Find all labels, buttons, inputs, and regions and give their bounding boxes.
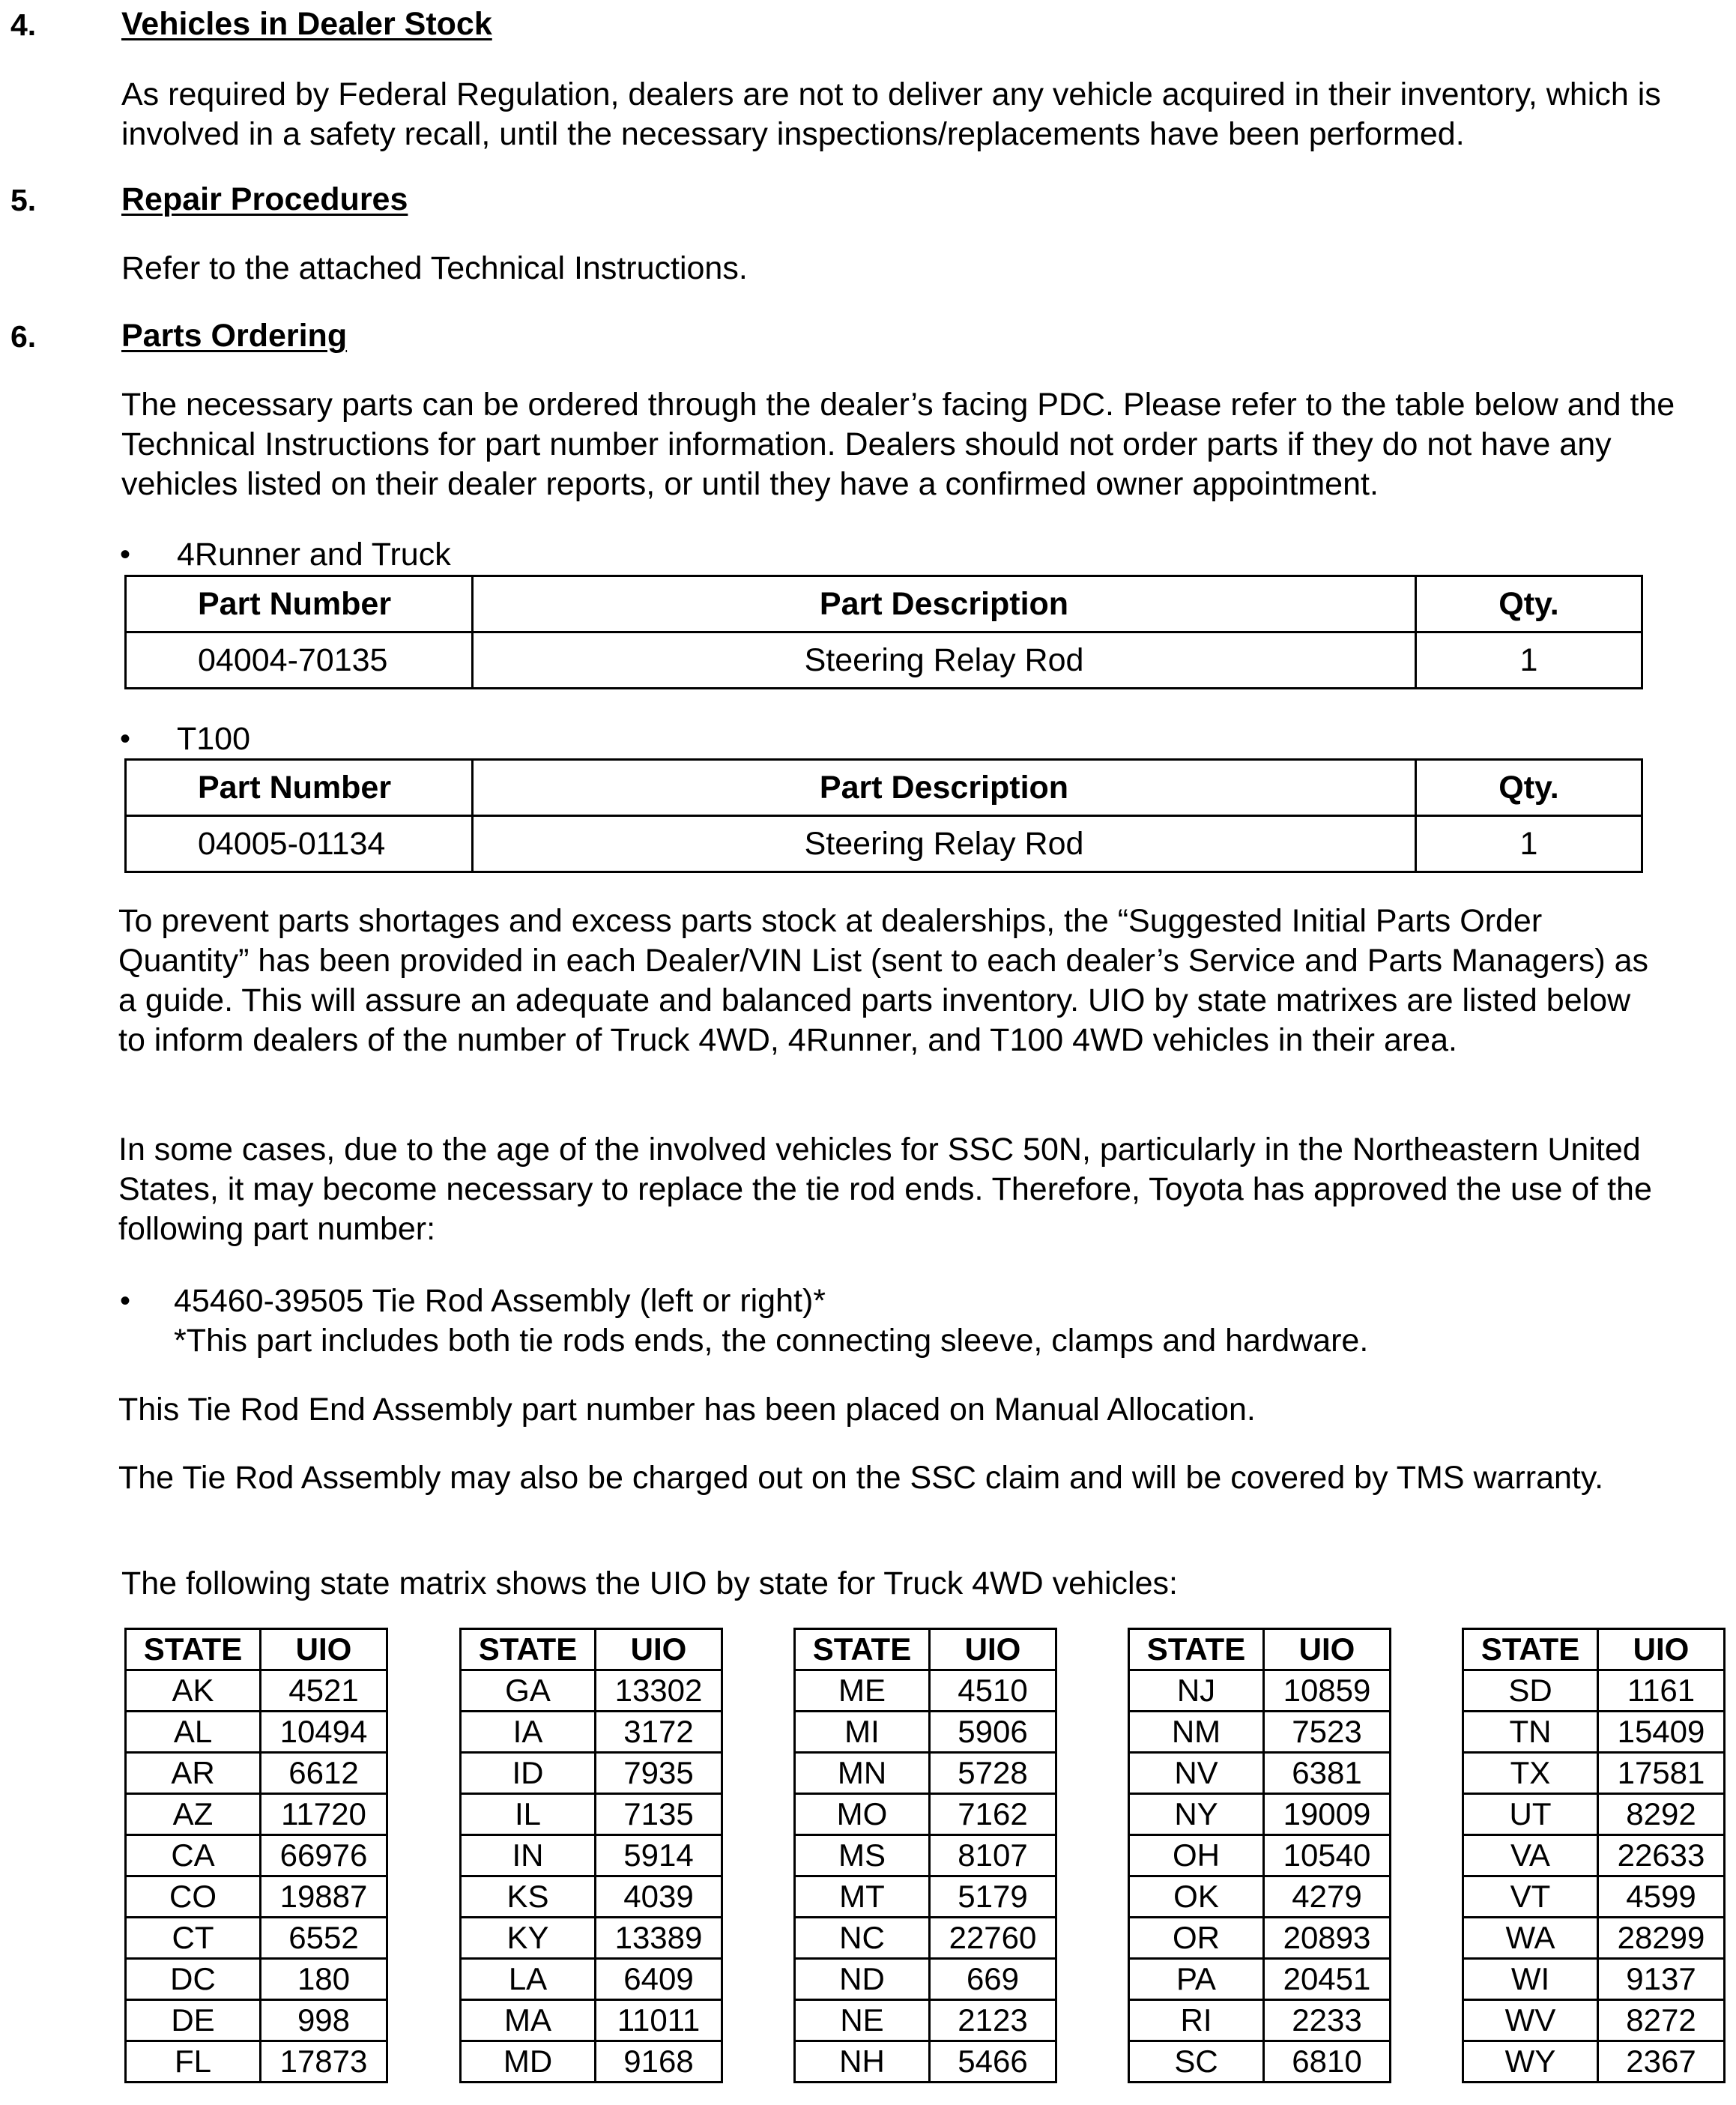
table-row xyxy=(795,1876,1056,1918)
cell-uio: 13389 xyxy=(596,1918,722,1959)
uio-table-1 xyxy=(124,1628,388,2083)
cell-uio: 4510 xyxy=(930,1670,1056,1712)
uio-header-row xyxy=(1129,1629,1391,1670)
cell-state: MT xyxy=(795,1876,930,1918)
cell-state: AZ xyxy=(126,1794,261,1835)
table-row xyxy=(795,1835,1056,1876)
cell-uio: 8107 xyxy=(930,1835,1056,1876)
cell-state: MD xyxy=(461,2041,596,2083)
section-4-paragraph: As required by Federal Regulation, dealers are not to deliver any vehicle acquired in their inventory, which is involved in a safety recall, until the necessary inspections/replacements have been performed. xyxy=(121,76,1661,152)
cell-state: TN xyxy=(1463,1712,1598,1753)
table-row xyxy=(126,1959,387,2000)
header-part-description: Part Description xyxy=(473,760,1416,816)
table-row xyxy=(795,2041,1056,2083)
table-row xyxy=(126,2041,387,2083)
manual-allocation-paragraph: This Tie Rod End Assembly part number has been placed on Manual Allocation. xyxy=(118,1392,1256,1428)
cell-uio: 17581 xyxy=(1598,1753,1725,1794)
section-5-number: 5. xyxy=(10,183,37,217)
cell-uio: 998 xyxy=(261,2000,387,2041)
cell-uio: 4599 xyxy=(1598,1876,1725,1918)
header-state: STATE xyxy=(1129,1629,1264,1670)
warranty-paragraph: The Tie Rod Assembly may also be charged out on the SSC claim and will be covered by TMS warranty. xyxy=(118,1460,1604,1496)
cell-state: WI xyxy=(1463,1959,1598,2000)
header-part-number: Part Number xyxy=(126,760,473,816)
cell-state: OK xyxy=(1129,1876,1264,1918)
table-row xyxy=(1129,1753,1391,1794)
cell-uio: 1161 xyxy=(1598,1670,1725,1712)
bullet-dot: • xyxy=(120,1284,131,1317)
section-4-number: 4. xyxy=(10,7,37,42)
cell-uio: 669 xyxy=(930,1959,1056,2000)
cell-state: MO xyxy=(795,1794,930,1835)
cell-part-description: Steering Relay Rod xyxy=(473,816,1416,872)
header-state: STATE xyxy=(1463,1629,1598,1670)
table-row xyxy=(795,1753,1056,1794)
header-state: STATE xyxy=(795,1629,930,1670)
table-row xyxy=(1129,2041,1391,2083)
cell-part-number: 04005-01134 xyxy=(126,816,473,872)
table-row xyxy=(126,816,1642,872)
header-uio: UIO xyxy=(930,1629,1056,1670)
cell-state: AR xyxy=(126,1753,261,1794)
parts-table-2-label: T100 xyxy=(177,721,251,757)
section-6-title: Parts Ordering xyxy=(121,318,348,354)
cell-uio: 15409 xyxy=(1598,1712,1725,1753)
cell-state: CA xyxy=(126,1835,261,1876)
cell-state: ID xyxy=(461,1753,596,1794)
cell-state: PA xyxy=(1129,1959,1264,2000)
table-row xyxy=(461,2041,722,2083)
uio-table-5 xyxy=(1462,1628,1726,2083)
cell-uio: 4039 xyxy=(596,1876,722,1918)
cell-uio: 6810 xyxy=(1264,2041,1391,2083)
cell-state: NJ xyxy=(1129,1670,1264,1712)
tie-rod-bullet: 45460-39505 Tie Rod Assembly (left or right)* xyxy=(174,1283,826,1319)
cell-uio: 20451 xyxy=(1264,1959,1391,2000)
cell-uio: 7935 xyxy=(596,1753,722,1794)
cell-state: TX xyxy=(1463,1753,1598,1794)
cell-uio: 6409 xyxy=(596,1959,722,2000)
cell-uio: 2367 xyxy=(1598,2041,1725,2083)
cell-uio: 7135 xyxy=(596,1794,722,1835)
shortages-paragraph: To prevent parts shortages and excess parts stock at dealerships, the “Suggested Initial Parts Order Quantity” has been provided in each Dealer/VIN List (sent to each dealer’s Service and Parts Managers) as a guide. This will assure an adequate and balanced parts inventory. UIO by state matrixes are listed below to inform dealers of the number of Truck 4WD, 4Runner, and T100 4WD vehicles in their area. xyxy=(118,903,1648,1058)
table-row xyxy=(1463,2041,1725,2083)
cell-uio: 17873 xyxy=(261,2041,387,2083)
cell-state: KY xyxy=(461,1918,596,1959)
cell-uio: 5179 xyxy=(930,1876,1056,1918)
cell-uio: 4521 xyxy=(261,1670,387,1712)
table-row xyxy=(126,632,1642,689)
table-row xyxy=(1129,1670,1391,1712)
cell-state: RI xyxy=(1129,2000,1264,2041)
cell-state: LA xyxy=(461,1959,596,2000)
section-5-paragraph: Refer to the attached Technical Instructions. xyxy=(121,250,748,286)
header-uio: UIO xyxy=(1598,1629,1725,1670)
cell-state: MA xyxy=(461,2000,596,2041)
cell-uio: 28299 xyxy=(1598,1918,1725,1959)
cell-state: DE xyxy=(126,2000,261,2041)
cell-part-number: 04004-70135 xyxy=(126,632,473,689)
cell-uio: 3172 xyxy=(596,1712,722,1753)
uio-table-2 xyxy=(459,1628,723,2083)
cell-uio: 180 xyxy=(261,1959,387,2000)
cell-uio: 5728 xyxy=(930,1753,1056,1794)
header-state: STATE xyxy=(461,1629,596,1670)
cell-uio: 5466 xyxy=(930,2041,1056,2083)
tie-rod-note: *This part includes both tie rods ends, the connecting sleeve, clamps and hardware. xyxy=(174,1323,1369,1359)
table-row xyxy=(1129,1835,1391,1876)
cell-state: MS xyxy=(795,1835,930,1876)
cell-uio: 8272 xyxy=(1598,2000,1725,2041)
cell-uio: 13302 xyxy=(596,1670,722,1712)
cell-uio: 9137 xyxy=(1598,1959,1725,2000)
cell-state: IN xyxy=(461,1835,596,1876)
cell-uio: 7162 xyxy=(930,1794,1056,1835)
cell-state: NH xyxy=(795,2041,930,2083)
cell-state: VT xyxy=(1463,1876,1598,1918)
header-part-number: Part Number xyxy=(126,576,473,632)
table-row xyxy=(795,1794,1056,1835)
cell-uio: 9168 xyxy=(596,2041,722,2083)
cell-uio: 19887 xyxy=(261,1876,387,1918)
cell-uio: 10540 xyxy=(1264,1835,1391,1876)
cell-uio: 11011 xyxy=(596,2000,722,2041)
table-row xyxy=(795,1918,1056,1959)
uio-table-4 xyxy=(1128,1628,1391,2083)
cell-state: CO xyxy=(126,1876,261,1918)
cell-state: AK xyxy=(126,1670,261,1712)
table-row xyxy=(1129,1959,1391,2000)
table-row xyxy=(126,1712,387,1753)
table-row xyxy=(1463,1835,1725,1876)
uio-header-row xyxy=(126,1629,387,1670)
table-row xyxy=(126,1835,387,1876)
cell-uio: 6381 xyxy=(1264,1753,1391,1794)
section-6-paragraph: The necessary parts can be ordered through the dealer’s facing PDC. Please refer to the table below and the Technical Instructions for part number information. Dealers should not order parts if they do not have any vehicles listed on their dealer reports, or until they have a confirmed owner appointment. xyxy=(121,387,1675,502)
table-row xyxy=(1129,1876,1391,1918)
bullet-dot: • xyxy=(120,722,131,755)
cell-state: SD xyxy=(1463,1670,1598,1712)
cell-uio: 5906 xyxy=(930,1712,1056,1753)
cell-state: IA xyxy=(461,1712,596,1753)
table-header-row xyxy=(126,760,1642,816)
cell-state: NY xyxy=(1129,1794,1264,1835)
header-uio: UIO xyxy=(1264,1629,1391,1670)
cell-state: WA xyxy=(1463,1918,1598,1959)
table-row xyxy=(461,1876,722,1918)
parts-table-2 xyxy=(124,758,1643,873)
table-row xyxy=(1129,1918,1391,1959)
table-row xyxy=(126,1794,387,1835)
table-row xyxy=(1463,1670,1725,1712)
table-row xyxy=(1463,1794,1725,1835)
table-row xyxy=(461,1670,722,1712)
table-row xyxy=(1463,1959,1725,2000)
cell-qty: 1 xyxy=(1416,816,1642,872)
cell-uio: 8292 xyxy=(1598,1794,1725,1835)
header-uio: UIO xyxy=(596,1629,722,1670)
cell-uio: 20893 xyxy=(1264,1918,1391,1959)
cell-uio: 2123 xyxy=(930,2000,1056,2041)
cell-state: MI xyxy=(795,1712,930,1753)
cell-uio: 4279 xyxy=(1264,1876,1391,1918)
cell-uio: 5914 xyxy=(596,1835,722,1876)
cell-uio: 10859 xyxy=(1264,1670,1391,1712)
cell-state: CT xyxy=(126,1918,261,1959)
cell-state: WY xyxy=(1463,2041,1598,2083)
table-row xyxy=(461,1712,722,1753)
parts-table-1 xyxy=(124,575,1643,689)
cell-state: OH xyxy=(1129,1835,1264,1876)
table-row xyxy=(126,1918,387,1959)
cell-state: ND xyxy=(795,1959,930,2000)
table-row xyxy=(1463,1712,1725,1753)
uio-table-3 xyxy=(793,1628,1057,2083)
cell-state: SC xyxy=(1129,2041,1264,2083)
table-row xyxy=(461,1753,722,1794)
table-row xyxy=(461,1918,722,1959)
table-row xyxy=(461,1794,722,1835)
cell-uio: 22633 xyxy=(1598,1835,1725,1876)
cell-state: NV xyxy=(1129,1753,1264,1794)
table-row xyxy=(795,1959,1056,2000)
table-row xyxy=(126,1876,387,1918)
cell-uio: 11720 xyxy=(261,1794,387,1835)
cell-uio: 66976 xyxy=(261,1835,387,1876)
cell-state: NM xyxy=(1129,1712,1264,1753)
header-state: STATE xyxy=(126,1629,261,1670)
uio-header-row xyxy=(1463,1629,1725,1670)
table-header-row xyxy=(126,576,1642,632)
section-4-title: Vehicles in Dealer Stock xyxy=(121,6,492,42)
cell-state: MN xyxy=(795,1753,930,1794)
cell-state: KS xyxy=(461,1876,596,1918)
cell-state: NE xyxy=(795,2000,930,2041)
table-row xyxy=(1463,1918,1725,1959)
cell-uio: 10494 xyxy=(261,1712,387,1753)
cell-uio: 6612 xyxy=(261,1753,387,1794)
table-row xyxy=(795,1670,1056,1712)
table-row xyxy=(126,1753,387,1794)
uio-header-row xyxy=(461,1629,722,1670)
section-5-title: Repair Procedures xyxy=(121,181,408,217)
table-row xyxy=(1463,2000,1725,2041)
cases-paragraph: In some cases, due to the age of the involved vehicles for SSC 50N, particularly in the Northeastern United States, it may become necessary to replace the tie rod ends. Therefore, Toyota has approved the use of the following part number: xyxy=(118,1132,1652,1247)
cell-uio: 7523 xyxy=(1264,1712,1391,1753)
table-row xyxy=(461,2000,722,2041)
header-qty: Qty. xyxy=(1416,576,1642,632)
section-6-number: 6. xyxy=(10,319,37,354)
table-row xyxy=(461,1835,722,1876)
table-row xyxy=(1463,1753,1725,1794)
matrix-intro-paragraph: The following state matrix shows the UIO by state for Truck 4WD vehicles: xyxy=(121,1565,1178,1601)
bullet-dot: • xyxy=(120,538,131,571)
table-row xyxy=(1129,2000,1391,2041)
header-uio: UIO xyxy=(261,1629,387,1670)
cell-state: OR xyxy=(1129,1918,1264,1959)
table-row xyxy=(1129,1794,1391,1835)
cell-state: VA xyxy=(1463,1835,1598,1876)
table-row xyxy=(461,1959,722,2000)
table-row xyxy=(1129,1712,1391,1753)
cell-part-description: Steering Relay Rod xyxy=(473,632,1416,689)
cell-state: ME xyxy=(795,1670,930,1712)
table-row xyxy=(1463,1876,1725,1918)
cell-uio: 6552 xyxy=(261,1918,387,1959)
cell-state: IL xyxy=(461,1794,596,1835)
cell-uio: 2233 xyxy=(1264,2000,1391,2041)
table-row xyxy=(795,1712,1056,1753)
cell-state: NC xyxy=(795,1918,930,1959)
parts-table-1-label: 4Runner and Truck xyxy=(177,537,451,573)
table-row xyxy=(795,2000,1056,2041)
cell-state: GA xyxy=(461,1670,596,1712)
cell-uio: 19009 xyxy=(1264,1794,1391,1835)
cell-state: AL xyxy=(126,1712,261,1753)
header-part-description: Part Description xyxy=(473,576,1416,632)
header-qty: Qty. xyxy=(1416,760,1642,816)
table-row xyxy=(126,2000,387,2041)
cell-state: DC xyxy=(126,1959,261,2000)
cell-uio: 22760 xyxy=(930,1918,1056,1959)
cell-state: FL xyxy=(126,2041,261,2083)
uio-header-row xyxy=(795,1629,1056,1670)
table-row xyxy=(126,1670,387,1712)
cell-state: WV xyxy=(1463,2000,1598,2041)
cell-state: UT xyxy=(1463,1794,1598,1835)
cell-qty: 1 xyxy=(1416,632,1642,689)
